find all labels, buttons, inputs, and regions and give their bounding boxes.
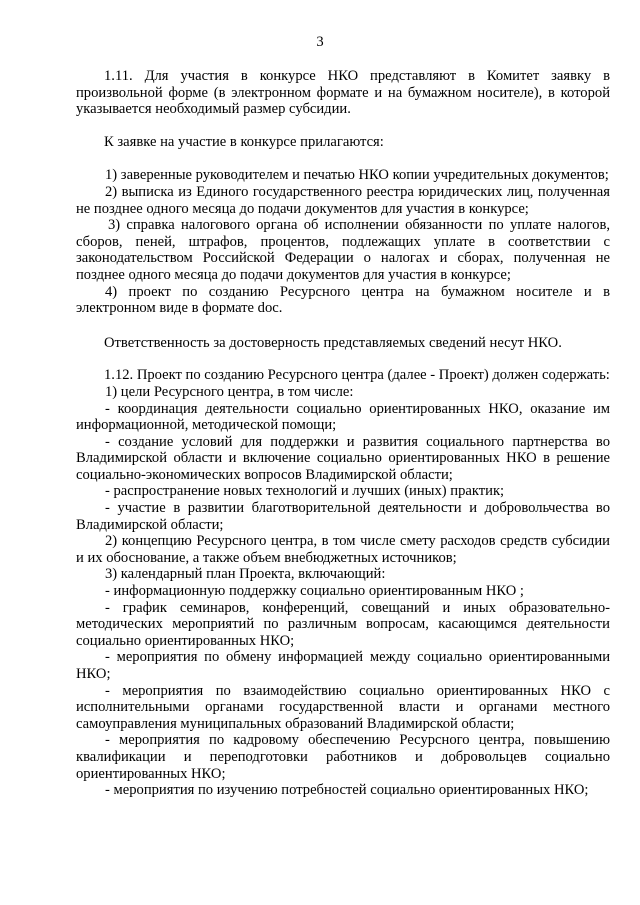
project-line-9: - график семинаров, конференций, совещаний и иных образовательно-методических мероприятий по различным вопросам, касающимся деятельности социально ориентированных НКО;: [76, 599, 610, 649]
document-body: [76, 68, 610, 799]
responsibility-statement: Ответственность за достоверность представляемых сведений несут НКО.: [104, 334, 562, 351]
project-line-2: - координация деятельности социально ориентированных НКО, оказание им информационной, методической помощи;: [76, 400, 610, 434]
attachment-item-4: 4) проект по созданию Ресурсного центра на бумажном носителе и в электронном виде в формате doc.: [76, 283, 610, 317]
project-line-3: - создание условий для поддержки и развития социального партнерства во Владимирской области и включение социально ориентированных НКО в решение социально-экономических вопросов Владимирской области;: [76, 433, 610, 483]
project-line-6: 2) концепцию Ресурсного центра, в том числе смету расходов средств субсидии и их обоснование, а также объем внебюджетных источников;: [76, 533, 610, 566]
project-line-7: 3) календарный план Проекта, включающий:: [105, 566, 386, 583]
project-line-1: 1) цели Ресурсного центра, в том числе:: [105, 383, 354, 400]
paragraph-1-12: 1.12. Проект по созданию Ресурсного центра (далее - Проект) должен содержать:: [104, 367, 610, 384]
project-line-5: - участие в развитии благотворительной деятельности и добровольчества во Владимирской области;: [76, 500, 610, 533]
attachment-item-2: 2) выписка из Единого государственного реестра юридических лиц, полученная не позднее одного месяца до подачи документов для участия в конкурсе;: [76, 183, 610, 217]
attachments-intro: К заявке на участие в конкурсе прилагаются:: [104, 133, 384, 150]
attachment-item-3: 3) справка налогового органа об исполнении обязанности по уплате налогов, сборов, пеней, штрафов, процентов, подлежащих уплате в соответствии с законодательством Российской Федерации о налогах и сборах, полученная не позднее одного месяца до подачи документов для участия в конкурсе;: [76, 217, 610, 283]
paragraph-1-11: 1.11. Для участия в конкурсе НКО представляют в Комитет заявку в произвольной форме (в электронном формате и на бумажном носителе), в которой указывается необходимый размер субсидии.: [76, 68, 610, 118]
project-line-11: - мероприятия по взаимодействию социально ориентированных НКО с исполнительными органами государственной власти и органами местного самоуправления муниципальных образований Владимирской области;: [76, 682, 610, 732]
project-line-12: - мероприятия по кадровому обеспечению Ресурсного центра, повышению квалификации и переподготовки работников и добровольцев социально ориентированных НКО;: [76, 732, 610, 782]
project-line-4: - распространение новых технологий и лучших (иных) практик;: [105, 483, 505, 500]
project-line-13: - мероприятия по изучению потребностей социально ориентированных НКО;: [105, 782, 589, 799]
attachment-item-1: 1) заверенные руководителем и печатью НКО копии учредительных документов;: [105, 167, 609, 184]
page-number: 3: [316, 34, 324, 50]
project-line-10: - мероприятия по обмену информацией между социально ориентированными НКО;: [76, 649, 610, 682]
project-line-8: - информационную поддержку социально ориентированным НКО ;: [105, 583, 524, 600]
